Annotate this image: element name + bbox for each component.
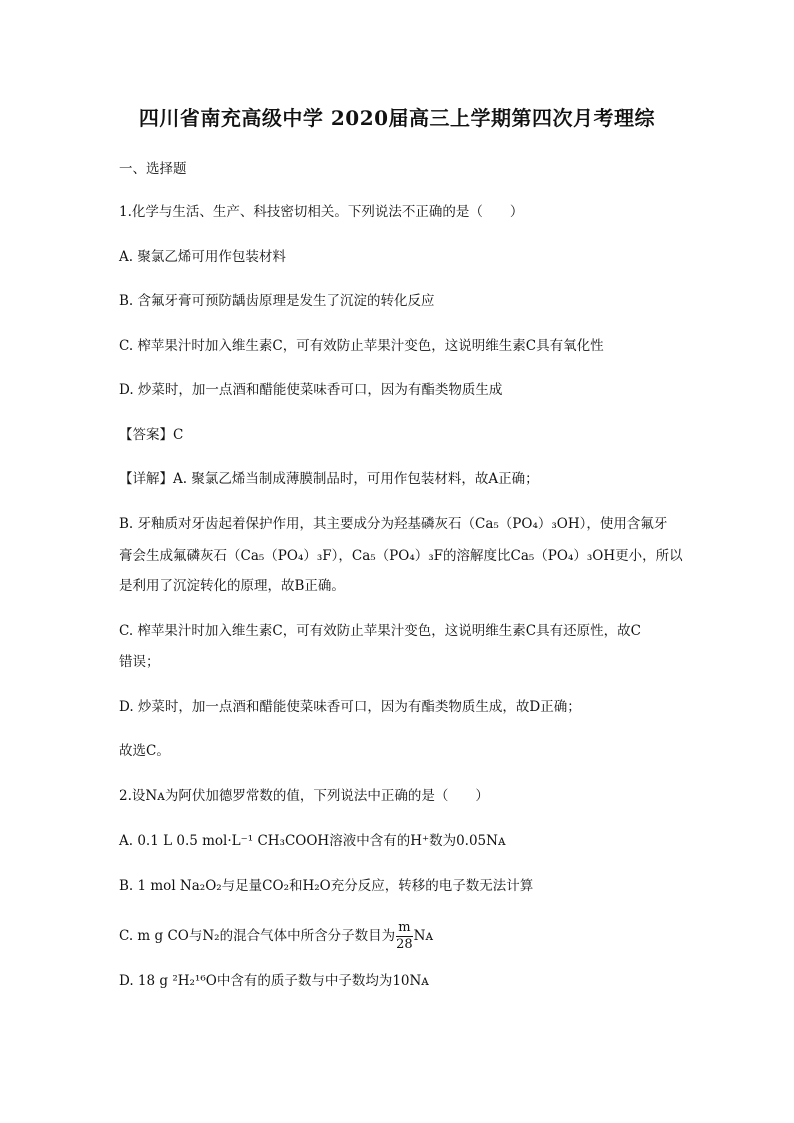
question-1-detail-b-line-2: 膏会生成氟磷灰石（Ca₅（PO₄）₃F），Ca₅（PO₄）₃F的溶解度比Ca₅（PO₄）₃OH更小，所以: [119, 548, 683, 564]
question-2-option-c-tail: Nᴀ: [413, 928, 434, 944]
question-2-option-c: [119, 920, 679, 953]
fraction-denominator: 28: [396, 937, 413, 952]
question-2-stem: 2.设Nᴀ为阿伏加德罗常数的值，下列说法中正确的是（ ）: [119, 788, 489, 804]
question-1-answer: 【答案】C: [119, 427, 184, 443]
question-1-detail-d: D. 炒菜时，加一点酒和醋能使菜味香可口，因为有酯类物质生成，故D正确；: [119, 699, 581, 715]
question-1-detail-b-line-1: B. 牙釉质对牙齿起着保护作用，其主要成分为羟基磷灰石（Ca₅（PO₄）₃OH），使用含氟牙: [119, 516, 668, 532]
question-1-detail-c-line-2: 错误；: [119, 654, 160, 670]
question-1-option-a: A. 聚氯乙烯可用作包装材料: [119, 249, 286, 265]
question-1-option-d: D. 炒菜时，加一点酒和醋能使菜味香可口，因为有酯类物质生成: [119, 382, 503, 398]
question-1-option-c: C. 榨苹果汁时加入维生素C，可有效防止苹果汁变色，这说明维生素C具有氧化性: [119, 338, 604, 354]
section-heading: 一、选择题: [119, 161, 187, 177]
question-1-detail-c-line-1: C. 榨苹果汁时加入维生素C，可有效防止苹果汁变色，这说明维生素C具有还原性，故C: [119, 623, 641, 639]
question-2-option-b: B. 1 mol Na₂O₂与足量CO₂和H₂O充分反应，转移的电子数无法计算: [119, 878, 534, 894]
question-1-option-b: B. 含氟牙膏可预防龋齿原理是发生了沉淀的转化反应: [119, 293, 435, 309]
question-1-detail-b-line-3: 是利用了沉淀转化的原理，故B正确。: [119, 578, 345, 594]
fraction-numerator: m: [396, 920, 413, 937]
question-1-detail-a: 【详解】A. 聚氯乙烯当制成薄膜制品时，可用作包装材料，故A正确；: [119, 471, 539, 487]
question-1-conclusion: 故选C。: [119, 743, 170, 759]
question-2-option-d: D. 18 g ²H₂¹⁶O中含有的质子数与中子数均为10Nᴀ: [119, 973, 429, 989]
fraction-m-over-28: [396, 920, 413, 953]
question-2-option-c-text: C. m g CO与N₂的混合气体中所含分子数目为: [119, 928, 396, 944]
question-2-option-a: A. 0.1 L 0.5 mol·L⁻¹ CH₃COOH溶液中含有的H⁺数为0.05Nᴀ: [119, 833, 506, 849]
page-title: 四川省南充高级中学 2020届高三上学期第四次月考理综: [138, 106, 656, 130]
question-1-stem: 1.化学与生活、生产、科技密切相关。下列说法不正确的是（ ）: [119, 204, 524, 220]
